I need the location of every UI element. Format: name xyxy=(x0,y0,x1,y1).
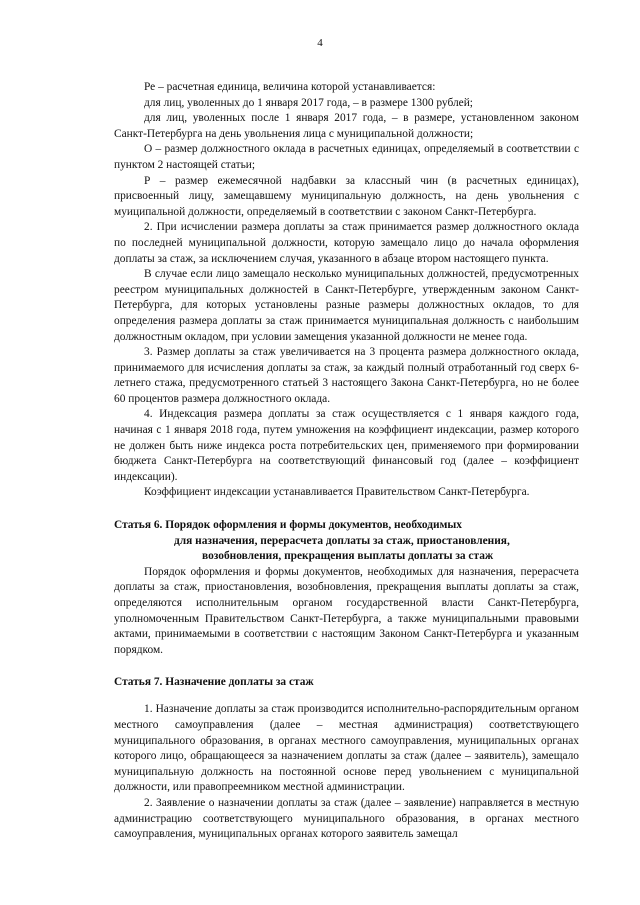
paragraph-p-definition: Р – размер ежемесячной надбавки за классный чин (в расчетных единицах), присвоенный лицу, замещавшему муниципальную должность, на день увольнения с муиципальной должности, определяемый в соответствии с законом Санкт-Петербурга. xyxy=(114,174,579,218)
article-6-paragraph: Порядок оформления и формы документов, необходимых для назначения, перерасчета доплаты за стаж, приостановления, возобновления, прекращения выплаты доплаты за стаж, определяются исполнительным органом государственной власти Санкт-Петербурга, уполномоченным Правительством Санкт-Петербурга, а также муниципальными правовыми актами, принимаемыми в соответствии с настоящим Законом Санкт-Петербурга и указанным порядком. xyxy=(114,565,579,656)
paragraph-multiple-positions: В случае если лицо замещало несколько муниципальных должностей, предусмотренных реестром муниципальных должностей в Санкт-Петербурге, утвержденным законом Санкт-Петербурга, для которых установлены разные размеры должностных окладов, то для определения размера доплаты за стаж принимается муниципальная должность с наибольшим должностным окладом, при условии замещения указанной должности не менее года. xyxy=(114,268,579,343)
page-content xyxy=(114,80,579,843)
paragraph-after-2017: для лиц, уволенных после 1 января 2017 года, – в размере, установленном законом Санкт-Петербурга на день увольнения лица с муниципальной должности; xyxy=(114,112,579,140)
paragraph-re-definition: Ре – расчетная единица, величина которой устанавливается: xyxy=(144,81,436,93)
article-6-heading-line-2: для назначения, перерасчета доплаты за стаж, приостановления, xyxy=(174,534,510,547)
article-7-item-2: 2. Заявление о назначении доплаты за стаж (далее – заявление) направляется в местную администрацию соответствующего муниципального образования, в органах местного самоуправления, муниципальных органах которого заявитель замещал xyxy=(114,796,579,841)
article-6-heading-line-1: Статья 6. Порядок оформления и формы документов, необходимых xyxy=(114,519,462,532)
page-number: 4 xyxy=(317,37,323,49)
article-7-item-1: 1. Назначение доплаты за стаж производится исполнительно-распорядительным органом местного самоуправления (далее – местная администрация) соответствующего муниципального образования, в органах местного самоуправления, муниципальных органах которого лицо, обращающееся за назначением доплаты за стаж (далее – заявитель), замещало муниципальную должность на постоянной основе перед увольнением с муниципальной должности, или правопреемником местной администрации. xyxy=(114,703,579,794)
paragraph-before-2017: для лиц, уволенных до 1 января 2017 года, – в размере 1300 рублей; xyxy=(144,96,473,109)
article-7-heading: Статья 7. Назначение доплаты за стаж xyxy=(114,676,314,689)
paragraph-o-definition: О – размер должностного оклада в расчетных единицах, определяемый в соответствии с пунктом 2 настоящей статьи; xyxy=(114,143,579,171)
article-6-heading xyxy=(114,518,579,565)
paragraph-item-4: 4. Индексация размера доплаты за стаж осуществляется с 1 января каждого года, начиная с 1 января 2018 года, путем умножения на коэффициент индексации, размер которого не должен быть ниже индекса роста потребительских цен, применяемого при формировании бюджета Санкт-Петербурга на соответствующий финансовый год (далее – коэффициент индексации). xyxy=(114,408,579,483)
paragraph-item-3: 3. Размер доплаты за стаж увеличивается на 3 процента размера должностного оклада, принимаемого для исчисления доплаты за стаж, за каждый полный отработанный год сверх 6-летнего стажа, предусмотренного статьей 3 настоящего Закона Санкт-Петербурга, но не более 60 процентов размера должностного оклада. xyxy=(114,346,579,405)
article-6-heading-line-3: возобновления, прекращения выплаты доплаты за стаж xyxy=(202,550,494,563)
paragraph-coefficient: Коэффициент индексации устанавливается Правительством Санкт-Петербурга. xyxy=(144,486,530,499)
paragraph-item-2: 2. При исчислении размера доплаты за стаж принимается размер должностного оклада по последней муниципальной должности, которую замещало лицо до начала оформления доплаты за стаж, за исключением случая, указанного в абзаце втором настоящего пункта. xyxy=(114,221,579,265)
